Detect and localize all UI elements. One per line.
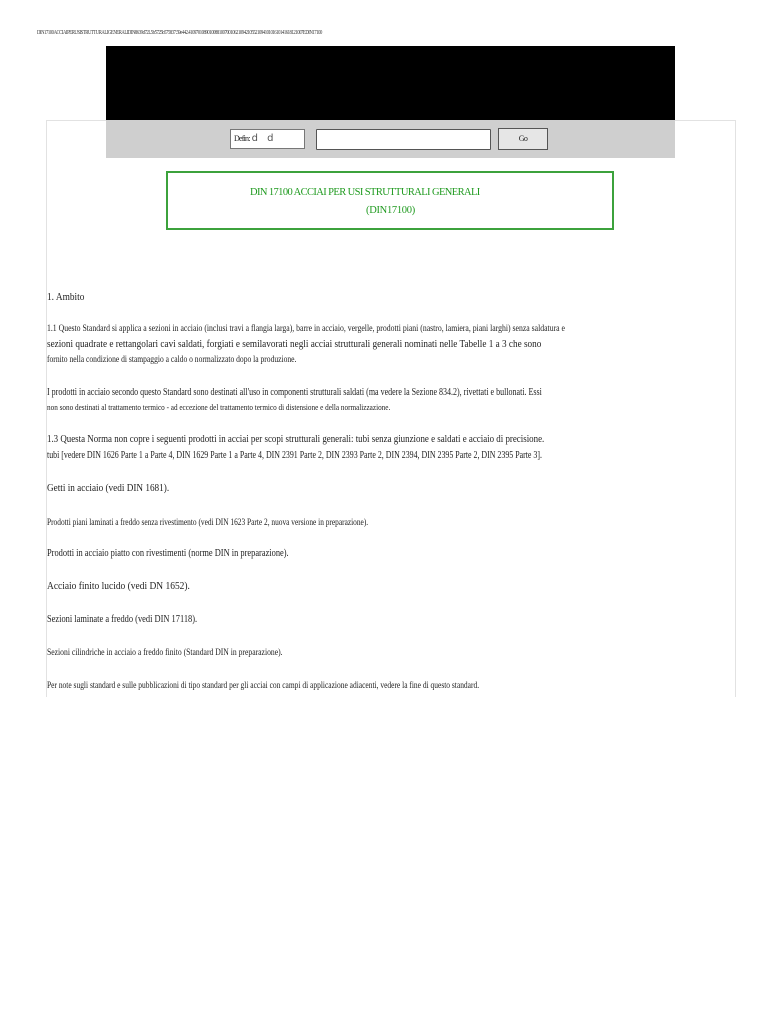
- scope-heading: 1. Ambito: [47, 291, 85, 303]
- paragraph-1-line-2: sezioni quadrate e rettangolari cavi saldati, forgiati e semilavorati negli acciai strutturali generali nominati nelle Tabelle 1 a 3 che sono: [47, 339, 542, 350]
- define-field[interactable]: [230, 129, 305, 149]
- paragraph-3-line-2: tubi [vedere DIN 1626 Parte 1 a Parte 4, DIN 1629 Parte 1 a Parte 4, DIN 2391 Parte 2, DIN 2393 Parte 2, DIN 2394, DIN 2395 Parte 2, DIN 2395 Parte 3].: [47, 450, 542, 461]
- define-label: Defin:: [234, 134, 250, 143]
- paragraph-4: Getti in acciaio (vedi DIN 1681).: [47, 483, 170, 494]
- paragraph-7: Acciaio finito lucido (vedi DN 1652).: [47, 580, 190, 592]
- paragraph-2-line-2: non sono destinati al trattamento termico - ad eccezione del trattamento termico di distensione e della normalizzazione.: [47, 403, 391, 412]
- go-button[interactable]: Go: [498, 128, 548, 150]
- paragraph-9: Sezioni cilindriche in acciaio a freddo finito (Standard DIN in preparazione).: [47, 647, 283, 657]
- paragraph-1-line-1: 1.1 Questo Standard si applica a sezioni in acciaio (inclusi travi a flangia larga), barre in acciaio, vergelle, prodotti piani (nastro, lamiera, piani larghi) senza saldatura e: [47, 323, 565, 333]
- paragraph-3-line-1: 1.3 Questa Norma non copre i seguenti prodotti in acciai per scopi strutturali generali: tubi senza giunzione e saldati e acciaio di precisione.: [47, 434, 545, 445]
- paragraph-6: Prodotti in acciaio piatto con rivestimenti (norme DIN in preparazione).: [47, 548, 289, 559]
- define-value: d d: [251, 133, 277, 144]
- paragraph-5: Prodotti piani laminati a freddo senza rivestimento (vedi DIN 1623 Parte 2, nuova versione in preparazione).: [47, 517, 369, 527]
- document-title: DIN 17100 ACCIAI PER USI STRUTTURALI GENERALI: [250, 187, 480, 198]
- search-input[interactable]: [316, 129, 491, 150]
- paragraph-10: Per note sugli standard e sulle pubblicazioni di tipo standard per gli acciai con campi di applicazione adiacenti, vedere la fine di questo standard.: [47, 680, 480, 690]
- document-title-box: [166, 171, 614, 230]
- document-code: (DIN17100): [366, 205, 415, 216]
- document-header-strip: DIN17100ACCIAIPERUSISTRUTTURALIGENERALIDIN8639d72L5b5725b575837.59e442.410970108901008810070010621094210552109410101610141618121007EDIN17100: [37, 30, 322, 36]
- paragraph-8: Sezioni laminate a freddo (vedi DIN 17118).: [47, 614, 198, 625]
- paragraph-1-line-3: fornito nella condizione di stampaggio a caldo o normalizzato dopo la produzione.: [47, 354, 297, 364]
- top-banner: [106, 46, 675, 120]
- paragraph-2-line-1: I prodotti in acciaio secondo questo Standard sono destinati all'uso in componenti strutturali saldati (ma vedere la Sezione 834.2), rivettati e bullonati. Essi: [47, 387, 542, 398]
